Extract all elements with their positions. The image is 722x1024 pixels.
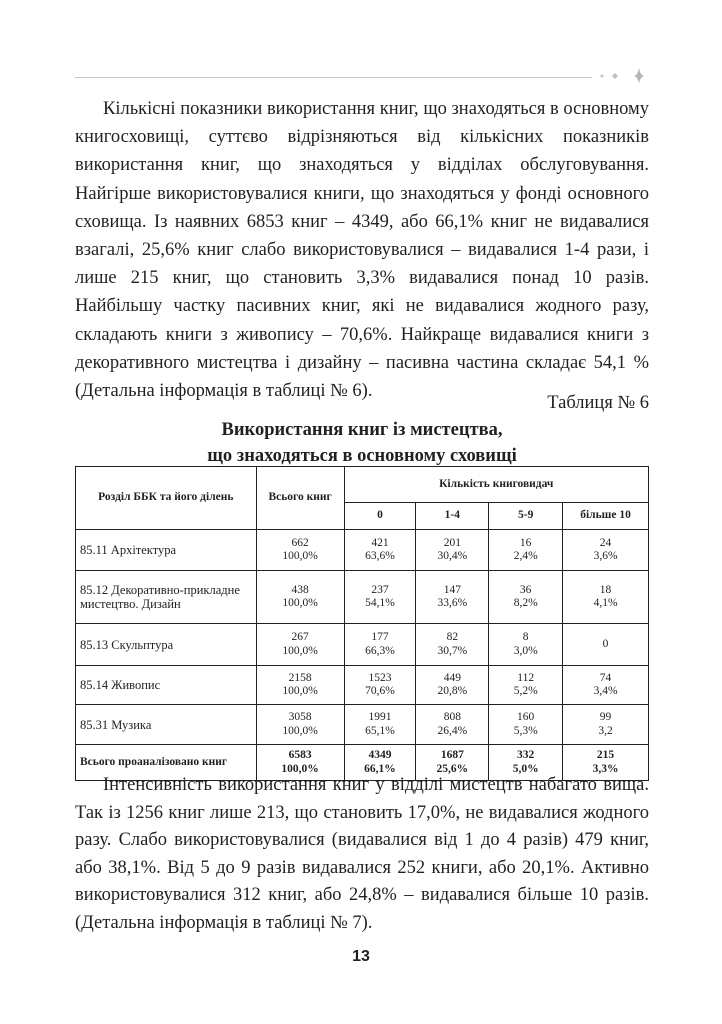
count-value: 112 bbox=[517, 671, 535, 684]
count-value: 36 bbox=[519, 583, 532, 596]
c3-cell bbox=[563, 666, 649, 705]
percent-value: 25,6% bbox=[436, 762, 469, 775]
percent-value: 100,0% bbox=[282, 550, 318, 562]
count-value: 332 bbox=[517, 749, 535, 761]
c1-cell bbox=[416, 666, 489, 705]
intro-paragraph: Кількісні показники використання книг, що знаходяться в основному книгосховищі, суттєво відрізняються від кількісних показників використання книг, що знаходяться у відділах обслуговування. Найгірше використовувалися книги, що знаходяться у фонді основного сховища. Із наявних 6853 книг – 4349, або 66,1% книг не видавалися взагалі, 25,6% книг слабо використовувалися – видавалися 1-4 рази, і лише 215 книг, що становить 3,3% видавалися понад 10 разів. Найбільшу частку пасивних книг, які не видавалися жодного разу, складають книги з живопису – 70,6%. Найкраще видавалися книги з декоративного мистецтва і дизайну – пасивна частина складає 54,1 % (Детальна інформація в таблиці № 6). bbox=[75, 99, 649, 402]
three-stars-ornament-icon bbox=[594, 64, 654, 88]
c0-cell bbox=[344, 666, 416, 705]
count-value: 449 bbox=[443, 671, 461, 684]
percent-value: 5,3% bbox=[513, 724, 538, 737]
percent-value: 4,1% bbox=[593, 597, 618, 609]
percent-value: 100,0% bbox=[282, 685, 318, 697]
percent-value: 100,0% bbox=[282, 724, 318, 737]
count-value: 1687 bbox=[440, 749, 464, 761]
percent-value: 5,0% bbox=[512, 762, 539, 775]
c2-cell bbox=[489, 530, 563, 571]
table-header-row bbox=[76, 467, 649, 503]
count-value: 1523 bbox=[368, 671, 392, 684]
header-section: Розділ ББК та його ділень bbox=[76, 467, 257, 530]
c0-cell bbox=[344, 571, 416, 624]
percent-value: 3,4% bbox=[593, 685, 618, 697]
count-value: 8 bbox=[522, 631, 529, 643]
count-value: 0 bbox=[602, 637, 609, 650]
c1-cell bbox=[416, 705, 489, 745]
total-cell bbox=[256, 530, 344, 571]
c3-cell bbox=[563, 571, 649, 624]
table-row bbox=[76, 530, 649, 571]
count-value: 160 bbox=[517, 711, 535, 723]
total-cell bbox=[256, 571, 344, 624]
header-rule bbox=[75, 77, 592, 78]
section-cell: 85.11 Архітектура bbox=[76, 530, 257, 571]
c3-cell bbox=[563, 624, 649, 666]
percent-value: 66,3% bbox=[365, 644, 395, 657]
count-value: 4349 bbox=[368, 749, 392, 761]
count-value: 99 bbox=[599, 711, 612, 723]
percent-value: 3,2 bbox=[598, 724, 613, 737]
header-col-0: 0 bbox=[344, 503, 416, 530]
table-row bbox=[76, 571, 649, 624]
c3-cell bbox=[563, 530, 649, 571]
header-col-5-9: 5-9 bbox=[489, 503, 563, 530]
page-number: 13 bbox=[352, 948, 370, 965]
count-value: 2158 bbox=[288, 671, 312, 684]
section-cell: 85.13 Скульптура bbox=[76, 624, 257, 666]
count-value: 6583 bbox=[288, 749, 312, 761]
c0-cell bbox=[344, 705, 416, 745]
count-value: 1991 bbox=[368, 711, 392, 723]
table-title-line-1: Використання книг із мистецтва, bbox=[221, 420, 503, 440]
total-cell bbox=[256, 666, 344, 705]
count-value: 267 bbox=[291, 631, 309, 643]
count-value: 147 bbox=[443, 583, 461, 596]
percent-value: 70,6% bbox=[365, 685, 395, 697]
count-value: 3058 bbox=[288, 711, 312, 723]
count-value: 24 bbox=[599, 536, 612, 549]
percent-value: 100,0% bbox=[281, 762, 319, 775]
count-value: 421 bbox=[371, 536, 389, 549]
count-value: 662 bbox=[291, 536, 309, 549]
c2-cell bbox=[489, 705, 563, 745]
percent-value: 54,1% bbox=[365, 597, 395, 609]
total-cell bbox=[256, 624, 344, 666]
count-value: 237 bbox=[371, 583, 389, 596]
c2-cell bbox=[489, 571, 563, 624]
header-total: Всього книг bbox=[256, 467, 344, 530]
header-col-over-10: більше 10 bbox=[563, 503, 649, 530]
usage-table bbox=[75, 466, 649, 781]
section-cell: Всього проаналізовано книг bbox=[76, 745, 257, 781]
c1-cell bbox=[416, 624, 489, 666]
table-row bbox=[76, 666, 649, 705]
count-value: 808 bbox=[443, 711, 461, 723]
header-issues: Кількість книговидач bbox=[344, 467, 649, 503]
count-value: 177 bbox=[371, 631, 389, 643]
count-value: 16 bbox=[519, 536, 532, 549]
percent-value: 20,8% bbox=[437, 685, 468, 697]
art-department-paragraph: Інтенсивність використання книг у відділі мистецтв набагато вища. Так із 1256 книг лише 213, що становить 17,0%, не видавалися жодного разу. Слабо використовувалися (видавалися від 1 до 4 разів) 479 книг, або 38,1%. Від 5 до 9 разів видавалися 252 книги, або 20,1%. Активно використовувалися 312 книг, або 24,8% – видавалися більше 10 разів. (Детальна інформація в таблиці № 7). bbox=[75, 775, 649, 933]
c0-cell bbox=[344, 530, 416, 571]
percent-value: 63,6% bbox=[365, 550, 395, 562]
count-value: 438 bbox=[291, 583, 309, 596]
section-cell: 85.14 Живопис bbox=[76, 666, 257, 705]
percent-value: 65,1% bbox=[365, 724, 395, 737]
percent-value: 66,1% bbox=[364, 762, 396, 775]
percent-value: 30,4% bbox=[437, 550, 468, 562]
c0-cell bbox=[344, 624, 416, 666]
count-value: 74 bbox=[599, 671, 612, 684]
count-value: 215 bbox=[596, 749, 615, 761]
table-title-line-2: що знаходяться в основному сховищі bbox=[207, 446, 517, 466]
section-cell: 85.31 Музика bbox=[76, 705, 257, 745]
c1-cell bbox=[416, 571, 489, 624]
table-title bbox=[75, 417, 649, 469]
percent-value: 3,0% bbox=[513, 644, 538, 657]
c2-cell bbox=[489, 624, 563, 666]
total-cell bbox=[256, 705, 344, 745]
table-row bbox=[76, 624, 649, 666]
count-value: 201 bbox=[443, 536, 461, 549]
percent-value: 100,0% bbox=[282, 597, 318, 609]
section-cell: 85.12 Декоративно-прикладне мистецтво. Дизайн bbox=[76, 571, 257, 624]
c1-cell bbox=[416, 530, 489, 571]
percent-value: 2,4% bbox=[513, 550, 538, 562]
c2-cell bbox=[489, 666, 563, 705]
count-value: 82 bbox=[446, 631, 459, 643]
percent-value: 33,6% bbox=[437, 597, 468, 609]
c3-cell bbox=[563, 705, 649, 745]
percent-value: 100,0% bbox=[282, 644, 318, 657]
percent-value: 8,2% bbox=[513, 597, 538, 609]
percent-value: 30,7% bbox=[437, 644, 468, 657]
table-number: Таблиця № 6 bbox=[547, 393, 649, 413]
percent-value: 3,6% bbox=[593, 550, 618, 562]
table-row bbox=[76, 705, 649, 745]
percent-value: 26,4% bbox=[437, 724, 468, 737]
header-col-1-4: 1-4 bbox=[416, 503, 489, 530]
percent-value: 5,2% bbox=[513, 685, 538, 697]
count-value: 18 bbox=[599, 583, 612, 596]
percent-value: 3,3% bbox=[592, 762, 619, 775]
